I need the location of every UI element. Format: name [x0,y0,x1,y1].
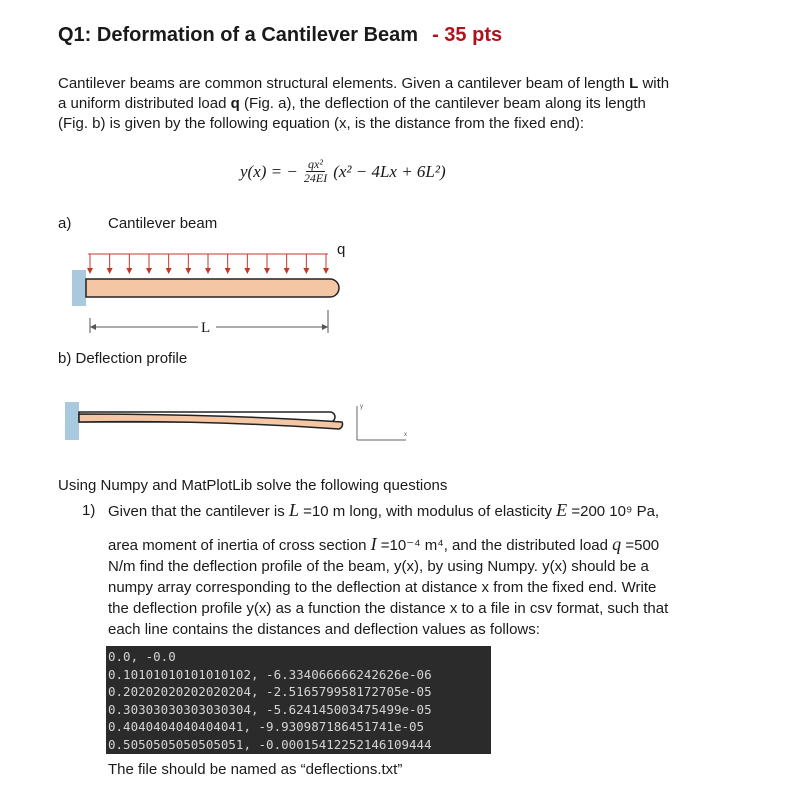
question-title-text: Q1: Deformation of a Cantilever Beam [58,24,419,46]
fixed-support-b [65,402,79,440]
question-1-line-5: the deflection profile y(x) as a function the distance x to a file in csv format, such that [108,600,669,617]
load-arrow-head [323,268,329,274]
var-q: q [612,534,622,554]
intro-line-1 [58,74,718,94]
code-line: 0.5050505050505051, -0.00015412252146109444 [108,736,432,752]
load-q-label: q [337,241,346,258]
equation-denominator: 24EI [303,171,328,185]
load-arrow-head [107,268,113,274]
var-L: L [288,500,299,520]
question-text: area moment of inertia of cross section [108,537,371,554]
load-arrow-head [284,268,290,274]
intro-text: with [638,75,670,92]
code-line: 0.0, -0.0 [108,649,176,664]
question-text: =10 m long, with modulus of elasticity [298,503,557,520]
question-1-line-3: N/m find the deflection profile of the beam, y(x), by using Numpy. y(x) should be a [108,558,649,575]
code-line: 0.4040404040404041, -9.930987186451741e-05 [108,719,425,735]
var-I: I [370,534,377,554]
deflected-beam [79,414,343,429]
fixed-support [72,270,86,306]
equation-numerator: qx² [308,157,323,171]
question-1-line-6: each line contains the distances and deflection values as follows: [108,621,540,638]
load-arrow-head [225,268,231,274]
question-text: =10⁻⁴ m⁴, and the distributed load [376,537,613,554]
code-line: 0.30303030303030304, -5.624145003475499e-05 [108,701,432,717]
equation-rhs: (x² − 4Lx + 6L²) [333,161,446,181]
cantilever-beam-diagram [60,238,360,338]
points-badge: - 35 pts [432,24,503,46]
load-arrow-head [264,268,270,274]
load-arrow-head [146,268,152,274]
dim-arrow-right [322,324,328,330]
var-E: E [556,500,568,520]
length-symbol: L [629,75,639,92]
question-text: =200 10⁹ Pa, [567,503,660,520]
file-name-note: The file should be named as “deflections.txt” [108,761,403,778]
load-arrow-head [205,268,211,274]
beam [86,279,339,297]
question-title [58,24,502,47]
dim-arrow-left [90,324,96,330]
question-1-line-4: numpy array corresponding to the deflection at distance x from the fixed end. Write [108,579,657,596]
load-arrow-head [244,268,250,274]
load-arrows [87,254,329,274]
instructions-intro: Using Numpy and MatPlotLib solve the following questions [58,477,448,494]
figure-a-caption: Cantilever beam [108,215,218,232]
code-line: 0.10101010101010102, -6.334066666242626e-06 [108,666,432,682]
intro-text: (Fig. a), the deflection of the cantilever beam along its length [239,95,646,112]
intro-line-3: (Fig. b) is given by the following equation (x, is the distance from the fixed end): [58,115,585,132]
csv-sample-output [106,646,491,754]
deflection-profile-diagram [60,398,420,448]
code-line: 0.20202020202020204, -2.516579958172705e-05 [108,684,432,700]
question-text: =500 [621,537,660,554]
question-text: Given that the cantilever is [108,503,289,520]
intro-text: Cantilever beams are common structural elements. Given a cantilever beam of length [58,75,630,92]
load-arrow-head [185,268,191,274]
dim-label-L: L [201,320,211,336]
load-arrow-head [303,268,309,274]
figure-a-label: a) [58,215,72,232]
equation-fraction [304,158,327,185]
figure-b-label: b) Deflection profile [58,350,188,367]
load-arrow-head [166,268,172,274]
equation-lhs: y(x) = − [240,161,298,181]
question-1-line-1 [108,500,708,522]
question-1-line-2 [108,534,708,556]
axis-y-label: y [360,404,363,410]
load-symbol: q [230,95,240,112]
question-number: 1) [82,502,96,519]
intro-text: a uniform distributed load [58,95,231,112]
load-arrow-head [87,268,93,274]
load-arrow-head [126,268,132,274]
deflection-equation [240,158,446,185]
intro-paragraph [58,74,718,134]
question-1-body [108,534,708,640]
intro-line-2 [58,94,718,114]
axis-x-label: x [404,432,407,438]
